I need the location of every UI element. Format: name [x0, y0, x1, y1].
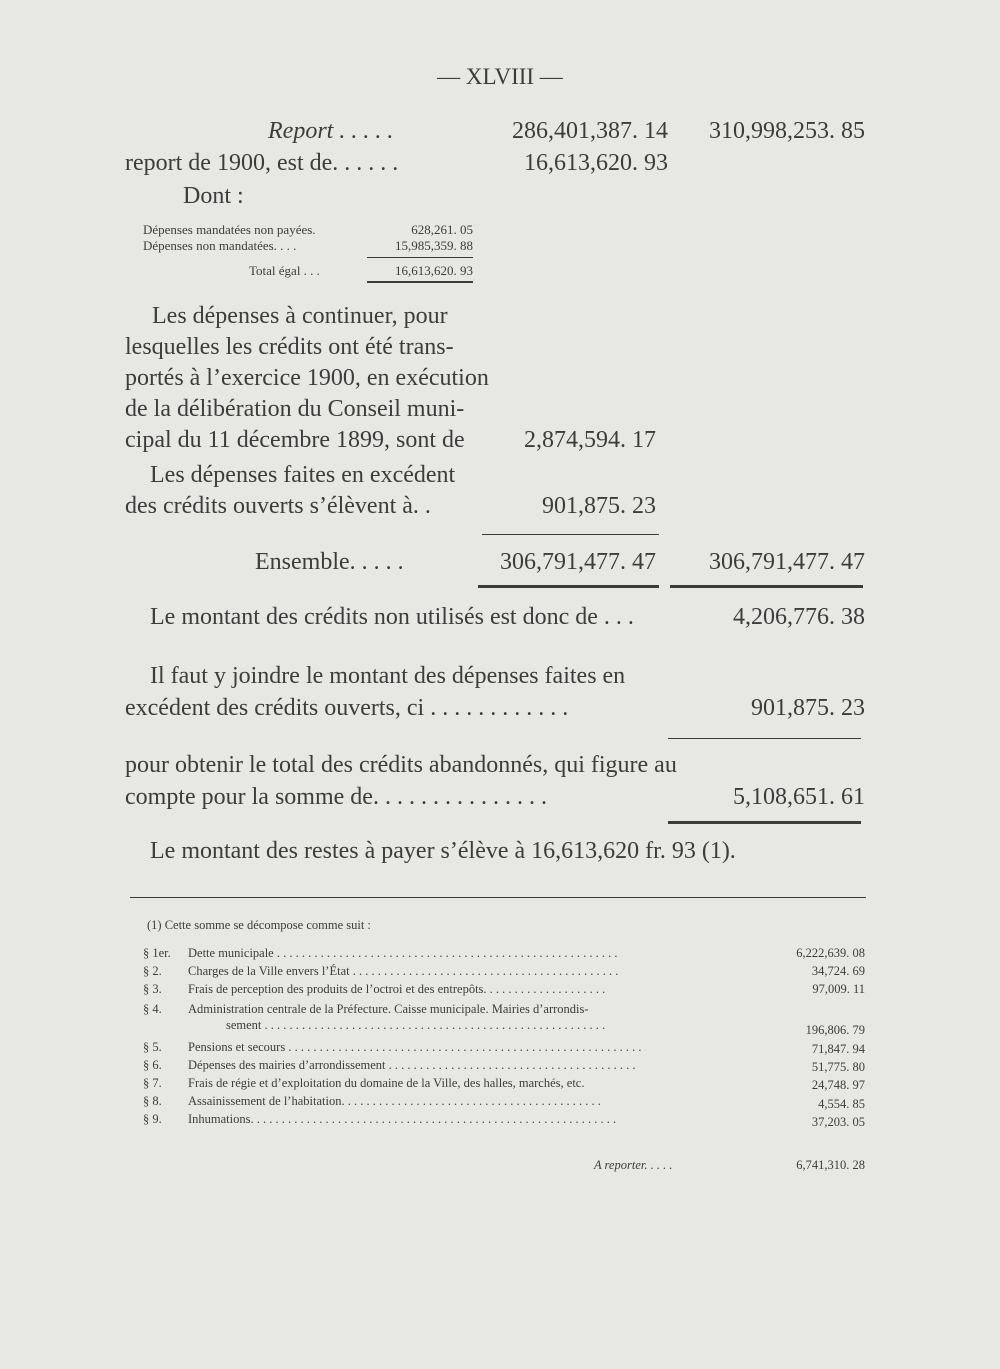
- footnote-item-value: 34,724. 69: [811, 964, 865, 978]
- footnote-item-value: 51,775. 80: [811, 1060, 865, 1074]
- footnote-item-value: 196,806. 79: [805, 1023, 865, 1037]
- footnote-intro: (1) Cette somme se décompose comme suit :: [147, 918, 371, 932]
- para2-value: 901,875. 23: [542, 493, 656, 519]
- footnote-item-label: Dépenses des mairies d’arrondissement . . . . . . . . . . . . . . . . . . . . . . . . . . . . . . . . . . . . . . . .: [188, 1058, 636, 1072]
- obtenir-line-2: compte pour la somme de. . . . . . . . . . . . . . .: [125, 784, 547, 810]
- para2-line-2: des crédits ouverts s’élèvent à. .: [125, 493, 431, 519]
- footnote-section: § 6.: [143, 1058, 162, 1072]
- obtenir-value: 5,108,651. 61: [733, 784, 865, 810]
- joindre-value: 901,875. 23: [751, 695, 865, 721]
- carry-label: A reporter. . . . .: [594, 1158, 673, 1172]
- breakdown-label-1: Dépenses mandatées non payées.: [143, 222, 316, 237]
- para1-line-3: portés à l’exercice 1900, en exécution: [125, 365, 489, 391]
- obtenir-line-1: pour obtenir le total des crédits abandonnés, qui figure au: [125, 752, 677, 778]
- report-value-b: 310,998,253. 85: [709, 118, 865, 144]
- report-label: Report . . . . .: [268, 118, 394, 144]
- footnote-item-label: Charges de la Ville envers l’État . . . . . . . . . . . . . . . . . . . . . . . . . . . . . . . . . . . . . . . . . . .: [188, 964, 619, 978]
- dont-label: Dont :: [183, 183, 244, 209]
- breakdown-total-label: Total égal . . .: [249, 263, 320, 278]
- ensemble-value-b: 306,791,477. 47: [709, 549, 865, 575]
- footnote-item-label: Assainissement de l’habitation. . . . . . . . . . . . . . . . . . . . . . . . . . . . . . . . . . . . . . . . . .: [188, 1094, 601, 1108]
- footnote-item-label: Frais de perception des produits de l’octroi et des entrepôts. . . . . . . . . . . . . . . . . . . .: [188, 982, 606, 996]
- footnote-item-label-continued: sement . . . . . . . . . . . . . . . . . . . . . . . . . . . . . . . . . . . . . . . . . . . . . . . . . . . . . . .: [226, 1018, 606, 1032]
- footnote-item-value: 71,847. 94: [811, 1042, 865, 1056]
- footnote-section: § 2.: [143, 964, 162, 978]
- report-1900-value: 16,613,620. 93: [524, 150, 668, 176]
- joindre-rule: [668, 738, 861, 739]
- non-utilises-value: 4,206,776. 38: [733, 604, 865, 630]
- non-utilises-label: Le montant des crédits non utilisés est donc de . . .: [150, 604, 634, 630]
- para2-line-1: Les dépenses faites en excédent: [150, 462, 456, 488]
- para1-line-1: Les dépenses à continuer, pour: [152, 303, 448, 329]
- footnote-separator: [130, 897, 866, 898]
- footnote-section: § 4.: [143, 1002, 162, 1016]
- breakdown-total-rule: [367, 281, 473, 283]
- footnote-item-label: Dette municipale . . . . . . . . . . . . . . . . . . . . . . . . . . . . . . . . . . . . . . . . . . . . . . . . . . . . . . .: [188, 946, 618, 960]
- footnote-item-label: Frais de régie et d’exploitation du domaine de la Ville, des halles, marchés, etc.: [188, 1076, 585, 1090]
- breakdown-value-1: 628,261. 05: [411, 222, 473, 237]
- page-number: — XLVIII —: [437, 64, 563, 89]
- ensemble-rule-a: [478, 585, 659, 588]
- footnote-item-value: 4,554. 85: [818, 1097, 865, 1111]
- restes-text: Le montant des restes à payer s’élève à 16,613,620 fr. 93 (1).: [150, 838, 736, 864]
- breakdown-value-2: 15,985,359. 88: [395, 238, 473, 253]
- footnote-item-value: 97,009. 11: [812, 982, 865, 996]
- footnote-section: § 9.: [143, 1112, 162, 1126]
- ensemble-rule-b: [670, 585, 863, 588]
- footnote-section: § 3.: [143, 982, 162, 996]
- breakdown-rule: [367, 257, 473, 258]
- para2-rule: [482, 534, 659, 535]
- breakdown-label-2: Dépenses non mandatées. . . .: [143, 238, 297, 253]
- footnote-section: § 8.: [143, 1094, 162, 1108]
- footnote-item-value: 24,748. 97: [811, 1078, 865, 1092]
- para1-line-2: lesquelles les crédits ont été trans-: [125, 334, 454, 360]
- ensemble-value-a: 306,791,477. 47: [500, 549, 656, 575]
- report-1900-label: report de 1900, est de. . . . . .: [125, 150, 399, 176]
- para1-line-4: de la délibération du Conseil muni-: [125, 396, 465, 422]
- footnote-section: § 1er.: [143, 946, 171, 960]
- footnote-item-value: 37,203. 05: [811, 1115, 865, 1129]
- report-value-a: 286,401,387. 14: [512, 118, 668, 144]
- footnote-item-label: Pensions et secours . . . . . . . . . . . . . . . . . . . . . . . . . . . . . . . . . . . . . . . . . . . . . . . . . . . . . . . . .: [188, 1040, 642, 1054]
- obtenir-rule: [668, 821, 861, 824]
- ensemble-label: Ensemble. . . . .: [255, 549, 404, 575]
- para1-value: 2,874,594. 17: [524, 427, 656, 453]
- footnote-section: § 5.: [143, 1040, 162, 1054]
- footnote-item-label: Administration centrale de la Préfecture. Caisse municipale. Mairies d’arrondis-: [188, 1002, 589, 1016]
- footnote-section: § 7.: [143, 1076, 162, 1090]
- joindre-line-1: Il faut y joindre le montant des dépenses faites en: [150, 663, 626, 689]
- joindre-line-2: excédent des crédits ouverts, ci . . . . . . . . . . . .: [125, 695, 569, 721]
- para1-line-5: cipal du 11 décembre 1899, sont de: [125, 427, 465, 453]
- breakdown-total-value: 16,613,620. 93: [395, 263, 473, 278]
- carry-value: 6,741,310. 28: [796, 1158, 865, 1172]
- footnote-item-label: Inhumations. . . . . . . . . . . . . . . . . . . . . . . . . . . . . . . . . . . . . . . . . . . . . . . . . . . . . . . . . . .: [188, 1112, 617, 1126]
- footnote-item-value: 6,222,639. 08: [796, 946, 865, 960]
